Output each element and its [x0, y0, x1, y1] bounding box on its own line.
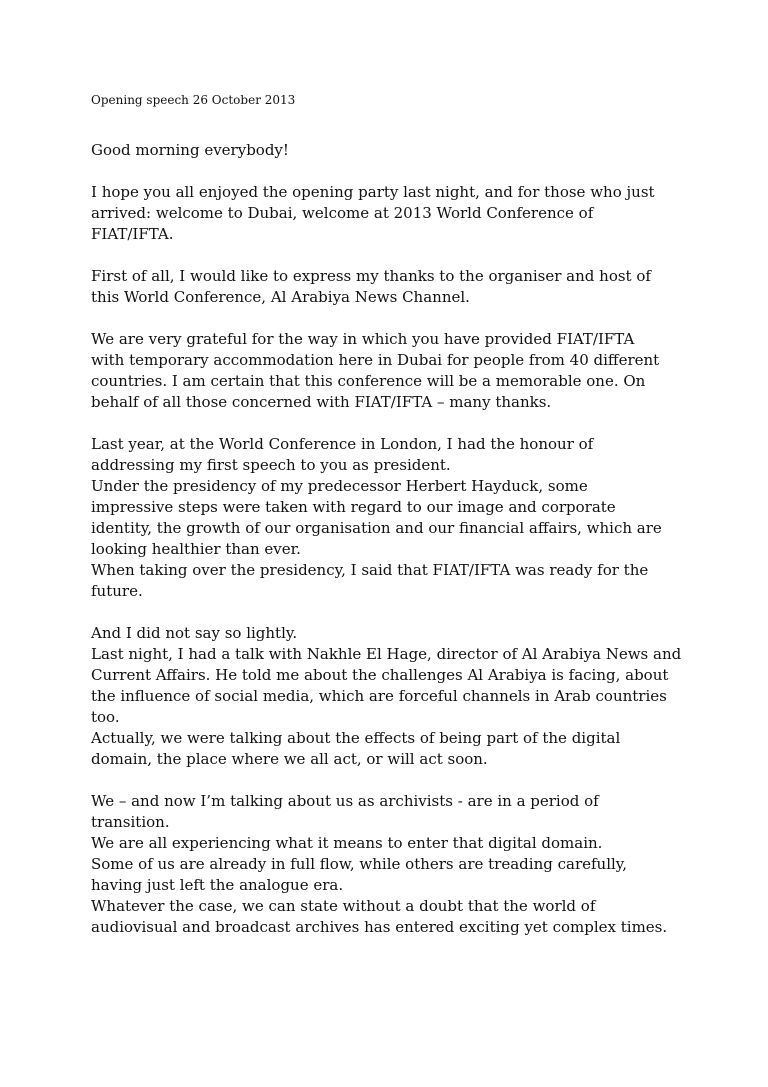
text-line: Actually, we were talking about the effects of being part of the digital — [91, 729, 621, 747]
paragraph-welcome — [91, 182, 701, 245]
text-line: the influence of social media, which are forceful channels in Arab countries — [91, 687, 667, 705]
text-line: audiovisual and broadcast archives has entered exciting yet complex times. — [91, 918, 668, 936]
text-line: impressive steps were taken with regard to our image and corporate — [91, 498, 616, 516]
paragraph-thanks-host — [91, 266, 701, 308]
text-line: And I did not say so lightly. — [91, 624, 298, 642]
text-line: Last year, at the World Conference in London, I had the honour of — [91, 435, 594, 453]
text-line: future. — [91, 582, 143, 600]
text-line: domain, the place where we all act, or will act soon. — [91, 750, 488, 768]
text-line: FIAT/IFTA. — [91, 225, 174, 243]
text-line: We are very grateful for the way in which you have provided FIAT/IFTA — [91, 330, 635, 348]
paragraph-greeting — [91, 140, 701, 161]
text-line: We – and now I’m talking about us as archivists - are in a period of — [91, 792, 599, 810]
paragraph-last-night — [91, 623, 701, 770]
text-line: this World Conference, Al Arabiya News Channel. — [91, 288, 470, 306]
text-line: addressing my first speech to you as president. — [91, 456, 451, 474]
text-line: Under the presidency of my predecessor Herbert Hayduck, some — [91, 477, 588, 495]
text-line: Whatever the case, we can state without a doubt that the world of — [91, 897, 596, 915]
text-line: We are all experiencing what it means to enter that digital domain. — [91, 834, 603, 852]
text-line: looking healthier than ever. — [91, 540, 301, 558]
paragraph-last-year — [91, 434, 701, 602]
text-line: Last night, I had a talk with Nakhle El Hage, director of Al Arabiya News and — [91, 645, 682, 663]
text-line: Good morning everybody! — [91, 141, 289, 159]
text-line: countries. I am certain that this conference will be a memorable one. On — [91, 372, 646, 390]
text-line: too. — [91, 708, 120, 726]
text-line: I hope you all enjoyed the opening party last night, and for those who just — [91, 183, 655, 201]
text-line: First of all, I would like to express my thanks to the organiser and host of — [91, 267, 651, 285]
paragraph-gratitude — [91, 329, 701, 413]
text-line: behalf of all those concerned with FIAT/IFTA – many thanks. — [91, 393, 552, 411]
document-header: Opening speech 26 October 2013 — [91, 93, 296, 107]
text-line: Some of us are already in full flow, while others are treading carefully, — [91, 855, 628, 873]
text-line: transition. — [91, 813, 170, 831]
text-line: When taking over the presidency, I said that FIAT/IFTA was ready for the — [91, 561, 649, 579]
text-line: with temporary accommodation here in Dubai for people from 40 different — [91, 351, 660, 369]
paragraph-transition — [91, 791, 701, 938]
text-line: identity, the growth of our organisation and our financial affairs, which are — [91, 519, 662, 537]
document-body — [91, 90, 701, 959]
text-line: Current Affairs. He told me about the challenges Al Arabiya is facing, about — [91, 666, 669, 684]
text-line: arrived: welcome to Dubai, welcome at 2013 World Conference of — [91, 204, 594, 222]
text-line: having just left the analogue era. — [91, 876, 344, 894]
